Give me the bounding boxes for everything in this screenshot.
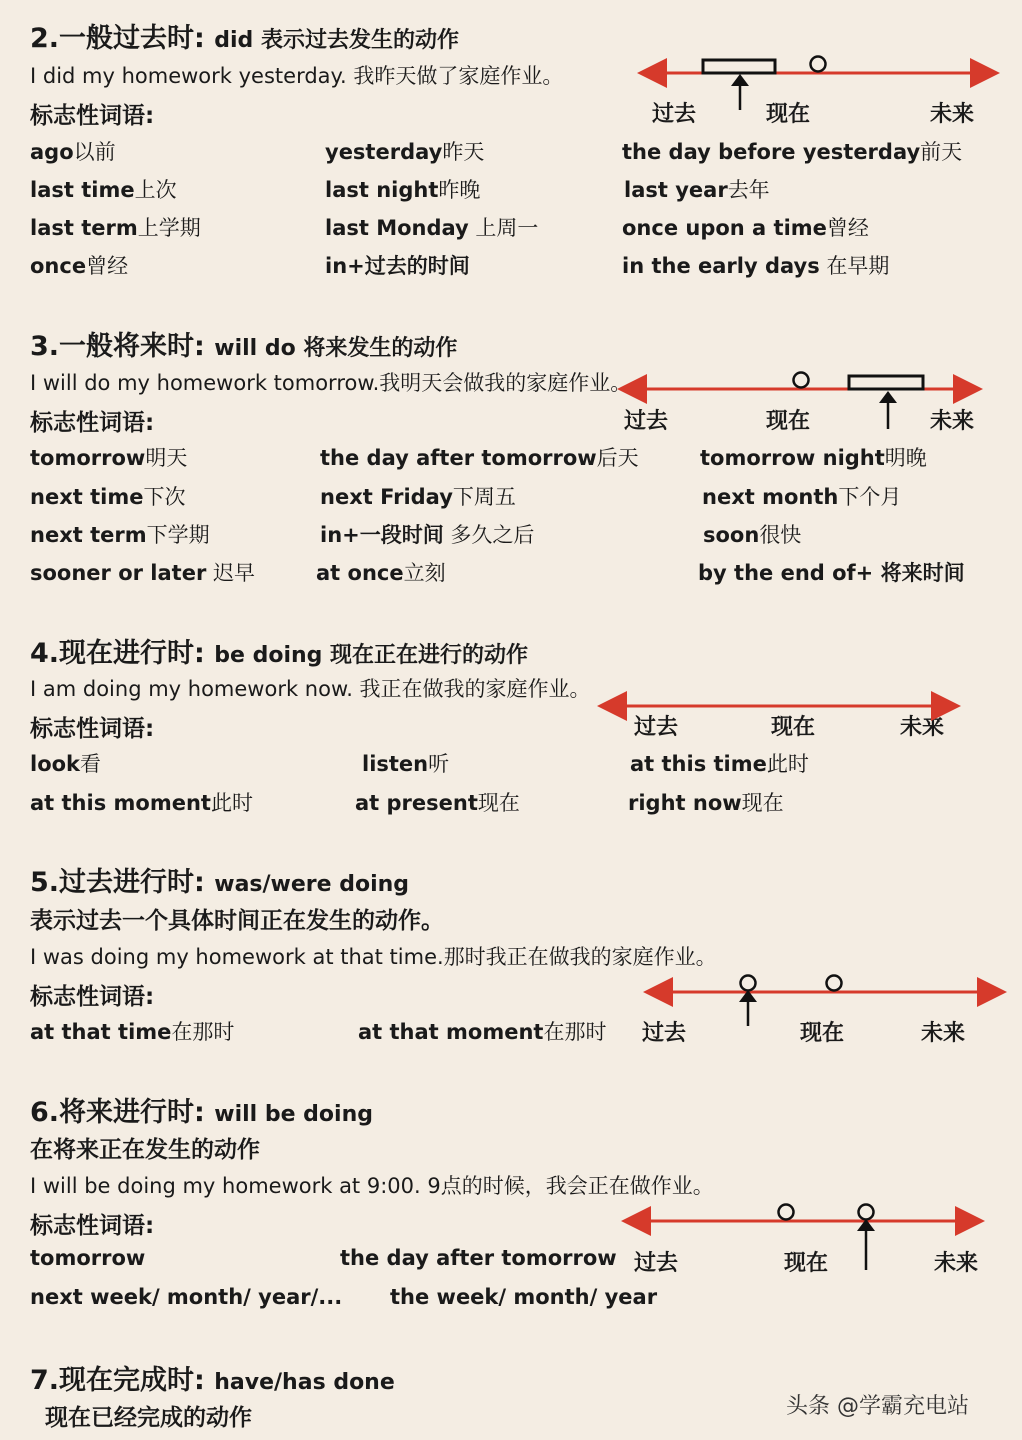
now-circle [794,373,809,388]
now-circle [811,57,826,72]
heading-title: 7.现在完成时: [30,1365,205,1396]
section-5-keywords-label: 标志性词语: [30,984,155,1010]
heading-title: 2.一般过去时: [30,23,205,54]
now-circle [827,976,842,991]
keyword: at once立刻 [316,561,446,585]
heading-sub: have/has done [214,1370,395,1395]
heading-title: 6.将来进行时: [30,1097,205,1128]
keyword: sooner or later 迟早 [30,561,256,585]
section-7-heading [30,1358,395,1397]
keyword: last night昨晚 [325,178,481,202]
pointer-arrowhead [739,990,757,1002]
past-circle [741,976,756,991]
keyword: next term下学期 [30,523,210,547]
timeline-past-label: 过去 [652,102,697,127]
pointer-arrowhead [857,1219,875,1231]
keyword: in+过去的时间 [325,254,470,278]
section-6-keywords-label: 标志性词语: [30,1213,155,1239]
keyword: at this time此时 [630,752,809,776]
section-6-example: I will be doing my homework at 9:00. 9点的时候，我会正在做作业。 [30,1174,714,1198]
keyword: yesterday昨天 [325,140,485,164]
keyword: the day before yesterday前天 [622,140,963,164]
heading-sub: will be doing [214,1102,373,1127]
heading-title: 4.现在进行时: [30,638,205,669]
section-2-keywords-label: 标志性词语: [30,103,155,129]
timeline-now-label: 现在 [800,1021,845,1046]
timeline-past-label: 过去 [642,1021,687,1046]
watermark: 头条 @学霸充电站 [786,1394,969,1419]
keyword: tomorrow明天 [30,446,188,470]
keyword: at that time在那时 [30,1020,235,1044]
section-5-example: I was doing my homework at that time.那时我正在做我的家庭作业。 [30,945,717,969]
keyword: tomorrow [30,1246,146,1270]
heading-sub: will do 将来发生的动作 [214,336,458,361]
keyword: the day after tomorrow后天 [320,446,639,470]
timeline-past-label: 过去 [634,1251,679,1276]
heading-sub: was/were doing [214,872,410,897]
keyword: at present现在 [355,791,520,815]
timeline-future-label: 未来 [934,1251,979,1276]
now-circle [779,1205,794,1220]
keyword: tomorrow night明晚 [700,446,927,470]
keyword: once upon a time曾经 [622,216,869,240]
keyword: next time下次 [30,485,186,509]
timeline-now-label: 现在 [766,102,811,127]
section-4-keywords-label: 标志性词语: [30,716,155,742]
heading-title: 5.过去进行时: [30,867,205,898]
keyword: next week/ month/ year/... [30,1285,343,1309]
keyword: at this moment此时 [30,791,253,815]
section-3-example: I will do my homework tomorrow.我明天会做我的家庭作业。 [30,371,632,395]
keyword: the week/ month/ year [390,1285,658,1309]
keyword: last year去年 [624,178,770,202]
keyword: in+一段时间 多久之后 [320,523,535,547]
section-3-heading [30,324,457,363]
keyword: look看 [30,752,102,776]
keyword: next month下个月 [702,485,902,509]
keyword: once曾经 [30,254,129,278]
pointer-arrowhead [879,391,897,403]
timeline-past-label: 过去 [634,715,679,740]
timeline-now-label: 现在 [771,715,816,740]
future-circle [859,1205,874,1220]
section-5-heading [30,860,409,899]
section-6-heading [30,1090,373,1129]
section-3-keywords-label: 标志性词语: [30,410,155,436]
section-4-example: I am doing my homework now. 我正在做我的家庭作业。 [30,677,591,701]
keyword: at that moment在那时 [358,1020,607,1044]
timeline-future-label: 未来 [900,715,945,740]
keyword: ago以前 [30,140,116,164]
keyword: next Friday下周五 [320,485,516,509]
section-5-description: 表示过去一个具体时间正在发生的动作。 [30,908,444,934]
keyword: the day after tomorrow [340,1246,617,1270]
timeline-now-label: 现在 [766,409,811,434]
keyword: in the early days 在早期 [622,254,890,278]
past-period-box [703,60,775,73]
pointer-arrowhead [731,74,749,86]
keyword: last Monday 上周一 [325,216,539,240]
section-4-heading [30,631,528,670]
keyword: listen听 [362,752,450,776]
keyword: by the end of+ 将来时间 [698,561,965,585]
section-2-heading [30,16,459,55]
keyword: right now现在 [628,791,784,815]
section-2-example: I did my homework yesterday. 我昨天做了家庭作业。 [30,64,564,88]
future-period-box [849,376,923,389]
timeline-past-label: 过去 [624,409,669,434]
timeline-now-label: 现在 [784,1251,829,1276]
heading-title: 3.一般将来时: [30,331,205,362]
section-7-description: 现在已经完成的动作 [45,1405,252,1431]
timeline-future-label: 未来 [930,409,975,434]
heading-sub: be doing 现在正在进行的动作 [214,643,529,668]
keyword: last term上学期 [30,216,201,240]
heading-sub: did 表示过去发生的动作 [214,28,459,53]
section-6-description: 在将来正在发生的动作 [30,1137,260,1163]
timeline-future-label: 未来 [930,102,975,127]
keyword: soon很快 [703,523,802,547]
keyword: last time上次 [30,178,177,202]
timeline-future-label: 未来 [921,1021,966,1046]
